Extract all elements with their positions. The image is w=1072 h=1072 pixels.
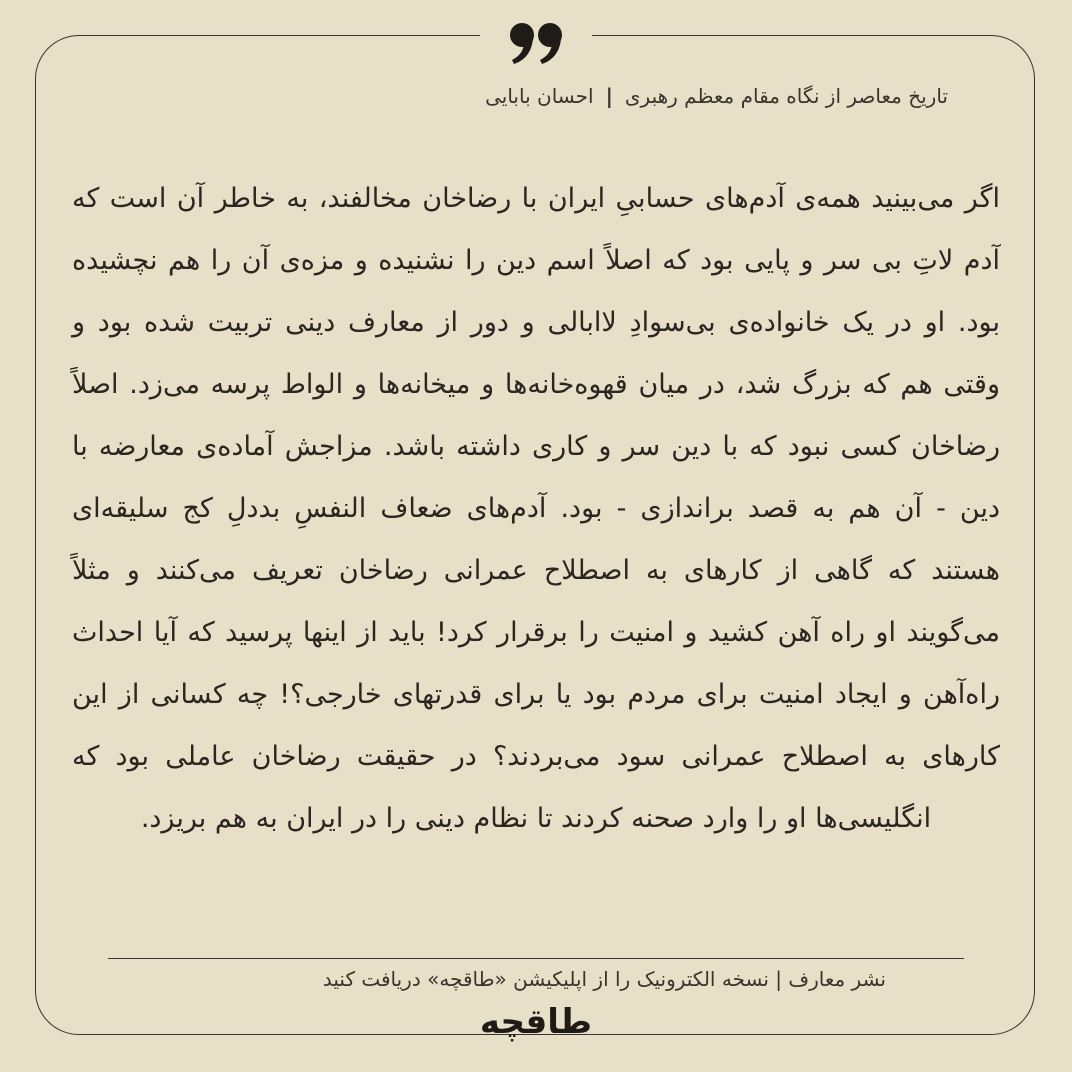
quote-body: اگر می‌بینید همه‌ی آدم‌های حسابیِ ایران با رضاخان مخالفند، به خاطر آن است که آدم لاتِ بی سر و پایی بود که اصلاً اسم دین را نشنیده و مزه‌ی آن را هم نچشیده بود. او در یک خانواده‌ی بی‌سوادِ لاابالی و دور از معارف دینی تربیت شده بود و وقتی هم که بزرگ شد، در میان قهوه‌خانه‌ها و میخانه‌ها و الواط پرسه می‌زد. اصلاً رضاخان کسی نبود که با دین سر و کاری داشته باشد. مزاجش آماده‌ی معارضه با دین - آن هم به قصد براندازی - بود. آدم‌های ضعاف النفسِ بددلِ کج سلیقه‌ای هستند که گاهی از کارهای به اصطلاح عمرانی رضاخان تعریف می‌کنند و مثلاً می‌گویند او راه آهن کشید و امنیت را برقرار کرد! باید از اینها پرسید که آیا احداث راه‌آهن و ایجاد امنیت برای مردم بود یا برای قدرتهای خارجی؟! چه کسانی از این کارهای به اصطلاح عمرانی سود می‌بردند؟ در حقیقت رضاخان عاملی بود که انگلیسی‌ها او را وارد صحنه کردند تا نظام دینی را در ایران به هم بریزد.	[72, 183, 1000, 834]
author-name: احسان بابایی	[485, 84, 594, 108]
book-header	[485, 84, 948, 108]
footer-divider	[108, 958, 964, 959]
header-separator: |	[605, 84, 613, 108]
book-title: تاریخ معاصر از نگاه مقام معظم رهبری	[624, 84, 948, 108]
footer-note: نشر معارف | نسخه الکترونیک را از اپلیکیشن «طاقچه» دریافت کنید	[322, 967, 886, 991]
quote-mark-icon	[506, 20, 568, 66]
taaghche-logo: طاقچه	[479, 1002, 593, 1042]
